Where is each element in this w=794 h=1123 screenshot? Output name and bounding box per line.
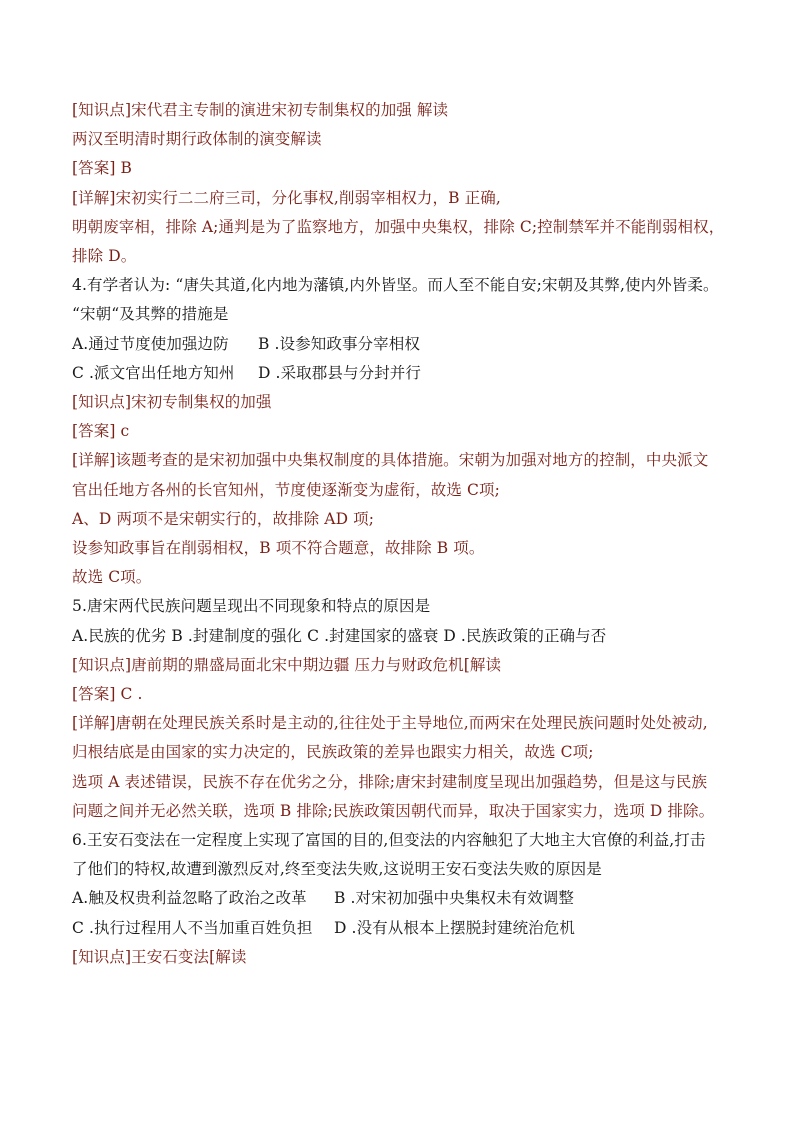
option-c: C .执行过程用人不当加重百姓负担 xyxy=(72,918,313,937)
explanation-line: [详解]唐朝在处理民族关系时是主动的,往往处于主导地位,而两宋在处理民族问题时处处被动, xyxy=(72,714,708,733)
option-c: C .派文官出任地方知州 xyxy=(72,363,235,382)
question-stem: 5.唐宋两代民族问题呈现出不同现象和特点的原因是 xyxy=(72,597,431,616)
knowledge-point-line: 两汉至明清时期行政体制的演变解读 xyxy=(72,130,322,149)
question-5 xyxy=(72,592,724,650)
answer-line: [答案] C . xyxy=(72,685,143,704)
knowledge-point-line: [知识点]宋代君主专制的演进宋初专制集权的加强 解读 xyxy=(72,101,449,119)
answer-line: [答案] c xyxy=(72,422,130,441)
block-q6-answer xyxy=(72,943,724,972)
explanation-line: A、D 两项不是宋朝实行的，故排除 AD 项; xyxy=(72,509,375,528)
options-row xyxy=(72,359,724,388)
options-row: A.民族的优劣 B .封建制度的强化 C .封建国家的盛衰 D .民族政策的正确与否 xyxy=(72,626,607,645)
options-row xyxy=(72,884,724,913)
knowledge-point-line: [知识点]唐前期的鼎盛局面北宋中期边疆 压力与财政危机[解读 xyxy=(72,655,502,674)
options-row xyxy=(72,330,724,359)
option-a: A.触及权贵利益忽略了政治之改革 xyxy=(72,889,307,908)
options-row xyxy=(72,914,724,943)
document-page xyxy=(72,96,724,972)
explanation-line: 故选 C项。 xyxy=(72,568,152,587)
question-4 xyxy=(72,271,724,388)
option-d: D .没有从根本上摆脱封建统治危机 xyxy=(334,918,575,937)
explanation-line: [详解]该题考查的是宋初加强中央集权制度的具体措施。宋朝为加强对地方的控制，中央派文 xyxy=(72,451,709,470)
explanation-line: 选项 A 表述错误，民族不存在优劣之分，排除;唐宋封建制度呈现出加强趋势，但是这与民族 xyxy=(72,772,708,791)
explanation-line: 问题之间并无必然关联，选项 B 排除;民族政策因朝代而异，取决于国家实力，选项 D 排除。 xyxy=(72,801,715,820)
explanation-line: 设参知政事旨在削弱相权，B 项不符合题意，故排除 B 项。 xyxy=(72,539,485,558)
knowledge-point-line: [知识点]王安石变法[解读 xyxy=(72,947,247,966)
answer-line: [答案] B xyxy=(72,159,133,178)
question-6 xyxy=(72,826,724,943)
explanation-line: 明朝废宰相，排除 A;通判是为了监察地方，加强中央集权，排除 C;控制禁军并不能削弱相权， xyxy=(72,217,725,236)
explanation-line: 归根结底是由国家的实力决定的，民族政策的差异也跟实力相关，故选 C项; xyxy=(72,743,594,762)
block-q5-answer xyxy=(72,651,724,826)
question-stem: 4.有学者认为: “唐失其道,化内地为藩镇,内外皆坚。而人至不能自安;宋朝及其弊,使内外皆柔。 xyxy=(72,276,719,295)
question-stem: 了他们的特权,故遭到激烈反对,终至变法失败,这说明王安石变法失败的原因是 xyxy=(72,860,602,879)
option-a: A.通过节度使加强边防 xyxy=(72,334,229,353)
explanation-line: 排除 D。 xyxy=(72,247,137,266)
option-b: B .对宋初加强中央集权未有效调整 xyxy=(334,889,574,908)
question-stem: “宋朝“及其弊的措施是 xyxy=(72,305,229,324)
option-d: D .采取郡县与分封并行 xyxy=(258,363,421,382)
explanation-line: [详解]宋初实行二二府三司，分化事权,削弱宰相权力，B 正确, xyxy=(72,188,501,207)
question-stem: 6.王安石变法在一定程度上实现了富国的目的,但变法的内容触犯了大地主大官僚的利益,打击 xyxy=(72,831,706,850)
block-q3-answer xyxy=(72,96,724,271)
block-q4-answer xyxy=(72,388,724,592)
explanation-line: 官出任地方各州的长官知州，节度使逐渐变为虚衔，故选 C项; xyxy=(72,480,500,499)
knowledge-point-line: [知识点]宋初专制集权的加强 xyxy=(72,393,272,412)
option-b: B .设参知政事分宰相权 xyxy=(258,334,420,353)
